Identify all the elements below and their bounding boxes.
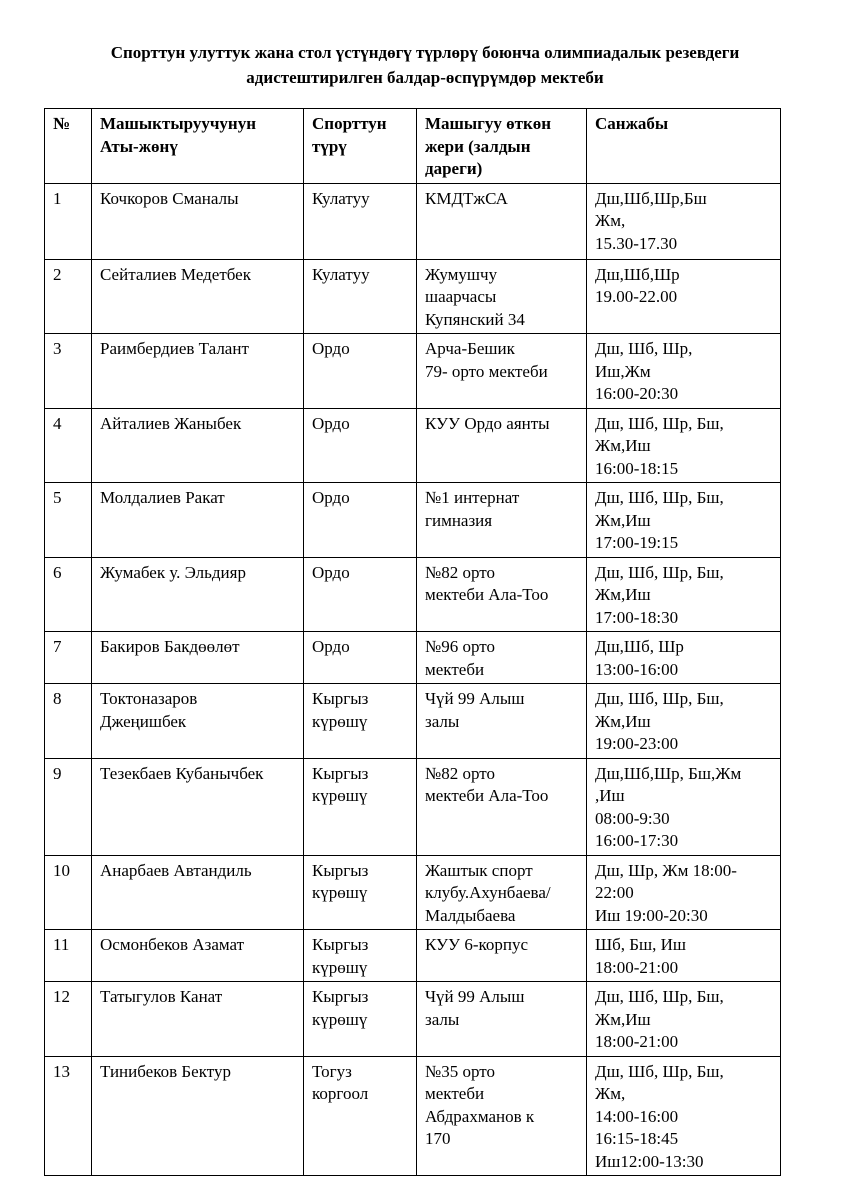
row-number-cell xyxy=(45,930,92,982)
training-place-cell-line: №35 орто xyxy=(425,1061,495,1081)
training-place-cell-line: КУУ 6-корпус xyxy=(425,935,529,954)
schedule-cell-line: Дш, Шб, Шр, Бш, xyxy=(595,689,724,708)
schedule-cell-line: 16:00-20:30 xyxy=(595,384,679,403)
sport-type-cell-line: Ордо xyxy=(312,562,350,582)
sport-type-cell xyxy=(304,982,417,1057)
row-number-cell-line: 3 xyxy=(53,339,62,358)
sport-type-cell xyxy=(304,632,417,684)
schedule-cell-line: 16:00-17:30 xyxy=(595,831,679,850)
sport-type-cell-line: Кыргыз xyxy=(312,860,369,880)
sport-type-cell xyxy=(304,758,417,855)
schedule-cell-line: Жм, xyxy=(595,211,626,230)
schedule-cell-line: Дш,Шб,Шр,Бш xyxy=(595,188,707,208)
training-place-cell-line: Абдрахманов к xyxy=(425,1106,535,1126)
coach-name-cell xyxy=(92,758,304,855)
training-place-cell-line: №1 интернат xyxy=(425,488,520,507)
schedule-cell xyxy=(587,930,781,982)
row-number-cell-line: 1 xyxy=(53,188,62,208)
table-row xyxy=(45,930,781,982)
schedule-cell xyxy=(587,684,781,759)
training-place-cell-line: 79- орто мектеби xyxy=(425,361,548,381)
training-place-cell-line: мектеби xyxy=(425,659,485,679)
coach-name-cell xyxy=(92,930,304,982)
header-coach-name-line: Машыктыруучунун xyxy=(100,114,256,133)
schedule-cell-line: 14:00-16:00 xyxy=(595,1106,679,1126)
training-place-cell-line: Купянский 34 xyxy=(425,309,525,329)
table-row xyxy=(45,855,781,930)
header-sport-type xyxy=(304,109,417,184)
schedule-cell-line: Дш, Шб, Шр, Бш, xyxy=(595,1061,724,1081)
header-training-place xyxy=(417,109,587,184)
schedule-cell-line: Дш, Шб, Шр, Бш, xyxy=(595,413,724,433)
sport-type-cell-line: Кыргыз xyxy=(312,763,369,783)
row-number-cell-line: 11 xyxy=(53,935,70,954)
coach-name-cell-line: Бакиров Бакдөөлөт xyxy=(100,637,240,656)
schedule-cell xyxy=(587,483,781,558)
training-place-cell xyxy=(417,183,587,259)
sport-type-cell xyxy=(304,334,417,409)
coach-name-cell xyxy=(92,408,304,483)
schedule-cell-line: Дш, Шб, Шр, Бш, xyxy=(595,987,724,1006)
table-row xyxy=(45,632,781,684)
sport-type-cell xyxy=(304,483,417,558)
sport-type-cell-line: күрөшү xyxy=(312,1009,368,1029)
coach-name-cell xyxy=(92,183,304,259)
coach-name-cell-line: Токтоназаров xyxy=(100,689,198,708)
schedule-cell-line: 16:15-18:45 xyxy=(595,1129,679,1148)
training-place-cell-line: клубу.Ахунбаева/ xyxy=(425,883,551,902)
schedule-cell xyxy=(587,408,781,483)
header-training-place-line: дареги) xyxy=(425,159,483,178)
schedule-cell-line: ,Иш xyxy=(595,786,625,805)
row-number-cell xyxy=(45,334,92,409)
training-place-cell xyxy=(417,334,587,409)
schedule-cell-line: Жм,Иш xyxy=(595,711,651,731)
training-place-cell-line: КУУ Ордо аянты xyxy=(425,413,550,433)
coach-name-cell xyxy=(92,982,304,1057)
training-place-cell-line: мектеби Ала-Тоо xyxy=(425,585,549,604)
coach-name-cell xyxy=(92,483,304,558)
sport-type-cell-line: күрөшү xyxy=(312,711,368,731)
training-place-cell xyxy=(417,1056,587,1176)
training-place-cell-line: Жумушчу xyxy=(425,264,498,284)
training-place-cell-line: залы xyxy=(425,1009,460,1029)
schedule-cell-line: 18:00-21:00 xyxy=(595,1032,679,1051)
header-number-line: № xyxy=(53,114,71,133)
coach-name-cell-line: Раимбердиев Талант xyxy=(100,339,249,358)
coach-name-cell-line: Джеңишбек xyxy=(100,711,187,731)
sport-type-cell-line: Кыргыз xyxy=(312,689,369,708)
schedule-cell-line: Дш,Шб,Шр, Бш,Жм xyxy=(595,763,742,783)
table-row xyxy=(45,1056,781,1176)
training-place-cell-line: мектеби xyxy=(425,1084,485,1103)
table-row xyxy=(45,758,781,855)
table-row xyxy=(45,557,781,632)
schedule-cell-line: Жм,Иш xyxy=(595,436,651,455)
schedule-cell xyxy=(587,334,781,409)
sport-type-cell xyxy=(304,408,417,483)
header-schedule-line: Санжабы xyxy=(595,114,669,133)
row-number-cell xyxy=(45,408,92,483)
schedule-cell-line: 19.00-22.00 xyxy=(595,287,678,306)
row-number-cell xyxy=(45,259,92,334)
schedule-cell-line: 18:00-21:00 xyxy=(595,957,679,977)
coach-name-cell-line: Молдалиев Ракат xyxy=(100,488,225,507)
sport-type-cell xyxy=(304,183,417,259)
schedule-cell-line: Дш,Шб,Шр xyxy=(595,264,680,284)
training-place-cell-line: №82 орто xyxy=(425,763,495,783)
sport-type-cell xyxy=(304,930,417,982)
row-number-cell xyxy=(45,557,92,632)
row-number-cell-line: 2 xyxy=(53,264,62,284)
header-training-place-line: Машыгуу өткөн xyxy=(425,114,552,133)
document-title xyxy=(40,40,810,90)
sport-type-cell-line: Тогуз xyxy=(312,1061,352,1081)
schedule-cell-line: 13:00-16:00 xyxy=(595,659,679,679)
schedule-cell-line: 19:00-23:00 xyxy=(595,734,679,753)
row-number-cell-line: 7 xyxy=(53,637,62,656)
coach-name-cell-line: Тинибеков Бектур xyxy=(100,1061,231,1081)
coach-name-cell xyxy=(92,557,304,632)
training-place-cell xyxy=(417,930,587,982)
schedule-cell xyxy=(587,758,781,855)
coach-name-cell-line: Татыгулов Канат xyxy=(100,987,223,1006)
coach-name-cell xyxy=(92,334,304,409)
sport-type-cell xyxy=(304,855,417,930)
training-place-cell-line: шаарчасы xyxy=(425,287,497,306)
sport-type-cell-line: күрөшү xyxy=(312,883,368,902)
schedule-cell-line: Жм, xyxy=(595,1084,626,1103)
table-row xyxy=(45,684,781,759)
header-number xyxy=(45,109,92,184)
table-row xyxy=(45,982,781,1057)
schedule-cell-line: Жм,Иш xyxy=(595,585,651,604)
row-number-cell xyxy=(45,684,92,759)
row-number-cell xyxy=(45,183,92,259)
row-number-cell-line: 5 xyxy=(53,488,62,507)
row-number-cell xyxy=(45,483,92,558)
schedule-cell-line: 17:00-18:30 xyxy=(595,607,679,627)
training-place-cell xyxy=(417,259,587,334)
schedule-cell-line: 15.30-17.30 xyxy=(595,233,678,253)
table-row xyxy=(45,408,781,483)
schedule-cell-line: 16:00-18:15 xyxy=(595,458,679,478)
schedule-cell-line: Дш,Шб, Шр xyxy=(595,637,684,656)
training-place-cell xyxy=(417,684,587,759)
training-place-cell xyxy=(417,483,587,558)
coach-name-cell-line: Кочкоров Сманалы xyxy=(100,188,239,208)
training-place-cell xyxy=(417,408,587,483)
row-number-cell xyxy=(45,1056,92,1176)
training-place-cell-line: Чүй 99 Алыш xyxy=(425,987,525,1006)
coach-name-cell-line: Айталиев Жаныбек xyxy=(100,413,242,433)
row-number-cell-line: 6 xyxy=(53,562,62,582)
training-place-cell-line: КМДТжСА xyxy=(425,188,508,208)
title-line-2: адистештирилген балдар-өспүрүмдөр мектеби xyxy=(246,68,604,87)
sport-type-cell xyxy=(304,259,417,334)
sport-type-cell-line: Ордо xyxy=(312,488,350,507)
sport-type-cell-line: Ордо xyxy=(312,637,350,656)
schedule-cell xyxy=(587,557,781,632)
row-number-cell-line: 13 xyxy=(53,1061,70,1081)
row-number-cell xyxy=(45,632,92,684)
training-place-cell-line: Малдыбаева xyxy=(425,905,516,925)
sport-type-cell-line: Ордо xyxy=(312,413,350,433)
schedule-cell-line: 08:00-9:30 xyxy=(595,808,670,828)
sport-type-cell xyxy=(304,557,417,632)
training-place-cell xyxy=(417,982,587,1057)
sport-type-cell xyxy=(304,684,417,759)
coach-name-cell-line: Тезекбаев Кубанычбек xyxy=(100,763,264,783)
schedule-cell xyxy=(587,982,781,1057)
sport-type-cell-line: коргоол xyxy=(312,1084,369,1103)
table-row xyxy=(45,334,781,409)
schedule-cell xyxy=(587,259,781,334)
row-number-cell-line: 12 xyxy=(53,987,70,1006)
training-place-cell xyxy=(417,632,587,684)
header-schedule xyxy=(587,109,781,184)
coach-name-cell xyxy=(92,855,304,930)
schedule-cell xyxy=(587,183,781,259)
coach-name-cell xyxy=(92,259,304,334)
sport-type-cell-line: Кыргыз xyxy=(312,987,369,1006)
row-number-cell-line: 10 xyxy=(53,860,70,880)
training-place-cell-line: Жаштык спорт xyxy=(425,860,533,880)
schedule-cell-line: Жм,Иш xyxy=(595,1009,651,1029)
coach-name-cell-line: Сейталиев Медетбек xyxy=(100,264,251,284)
sport-type-cell xyxy=(304,1056,417,1176)
schedule-cell xyxy=(587,632,781,684)
sport-type-cell-line: Кулатуу xyxy=(312,188,370,208)
schedule-cell-line: Жм,Иш xyxy=(595,510,651,530)
schedule-table xyxy=(44,108,781,1176)
header-coach-name xyxy=(92,109,304,184)
training-place-cell xyxy=(417,557,587,632)
row-number-cell xyxy=(45,758,92,855)
table-row xyxy=(45,259,781,334)
header-row xyxy=(45,109,781,184)
schedule-cell-line: Шб, Бш, Иш xyxy=(595,935,687,954)
training-place-cell-line: №96 орто xyxy=(425,637,495,656)
training-place-cell-line: Арча-Бешик xyxy=(425,339,515,358)
training-place-cell-line: залы xyxy=(425,711,460,731)
sport-type-cell-line: Кыргыз xyxy=(312,935,369,954)
table-body xyxy=(45,183,781,1176)
coach-name-cell-line: Жумабек у. Эльдияр xyxy=(100,562,246,582)
training-place-cell-line: гимназия xyxy=(425,510,493,530)
training-place-cell-line: Чүй 99 Алыш xyxy=(425,689,525,708)
sport-type-cell-line: Ордо xyxy=(312,339,350,358)
training-place-cell-line: №82 орто xyxy=(425,562,495,582)
sport-type-cell-line: Кулатуу xyxy=(312,264,370,284)
sport-type-cell-line: күрөшү xyxy=(312,957,368,977)
header-sport-type-line: түрү xyxy=(312,136,347,156)
schedule-cell-line: Дш, Шб, Шр, xyxy=(595,339,693,358)
coach-name-cell xyxy=(92,1056,304,1176)
header-training-place-line: жери (залдын xyxy=(425,136,531,156)
row-number-cell-line: 4 xyxy=(53,413,62,433)
schedule-cell-line: 22:00 xyxy=(595,883,634,902)
row-number-cell-line: 9 xyxy=(53,763,62,783)
schedule-cell-line: Иш,Жм xyxy=(595,361,651,381)
schedule-cell-line: Иш12:00-13:30 xyxy=(595,1151,704,1171)
header-sport-type-line: Спорттун xyxy=(312,114,387,133)
sport-type-cell-line: күрөшү xyxy=(312,786,368,805)
row-number-cell xyxy=(45,855,92,930)
schedule-cell-line: Дш, Шб, Шр, Бш, xyxy=(595,488,724,507)
schedule-cell-line: 17:00-19:15 xyxy=(595,533,679,552)
header-coach-name-line: Аты-жөнү xyxy=(100,136,178,156)
row-number-cell xyxy=(45,982,92,1057)
training-place-cell xyxy=(417,758,587,855)
training-place-cell xyxy=(417,855,587,930)
schedule-cell-line: Иш 19:00-20:30 xyxy=(595,905,708,925)
schedule-cell xyxy=(587,855,781,930)
coach-name-cell xyxy=(92,632,304,684)
coach-name-cell xyxy=(92,684,304,759)
title-line-1: Спорттун улуттук жана стол үстүндөгү түрлөрү боюнча олимпиадалык резевдеги xyxy=(110,43,740,62)
coach-name-cell-line: Осмонбеков Азамат xyxy=(100,935,245,954)
schedule-cell-line: Дш, Шр, Жм 18:00- xyxy=(595,860,737,880)
coach-name-cell-line: Анарбаев Автандиль xyxy=(100,860,252,880)
table-row xyxy=(45,483,781,558)
training-place-cell-line: 170 xyxy=(425,1129,451,1148)
training-place-cell-line: мектеби Ала-Тоо xyxy=(425,786,549,805)
table-row xyxy=(45,183,781,259)
schedule-cell xyxy=(587,1056,781,1176)
schedule-cell-line: Дш, Шб, Шр, Бш, xyxy=(595,562,724,582)
row-number-cell-line: 8 xyxy=(53,689,62,708)
